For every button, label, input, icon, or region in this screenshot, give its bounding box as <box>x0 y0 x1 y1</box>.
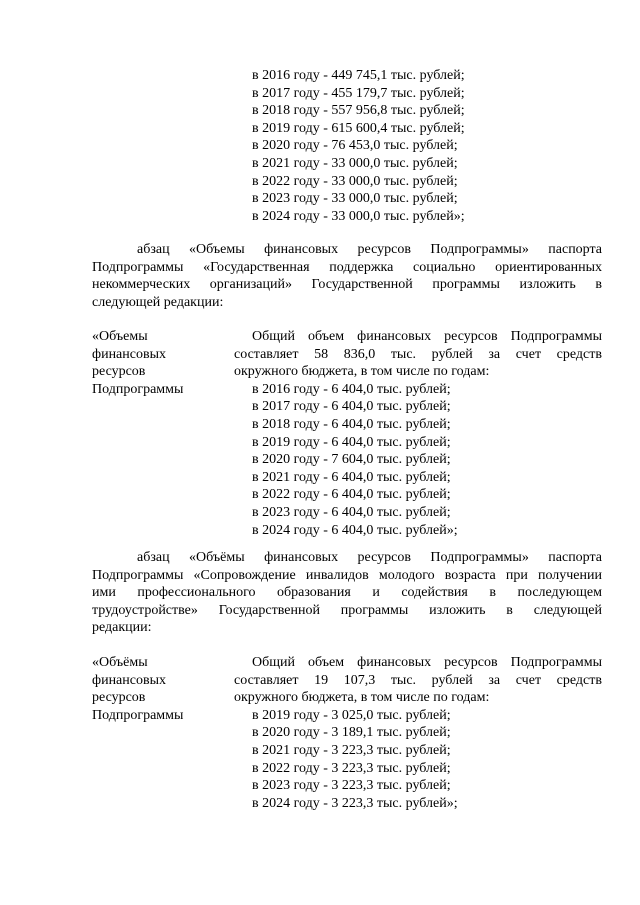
list-item: в 2023 году - 6 404,0 тыс. рублей; <box>252 504 451 520</box>
label-line: «Объёмы <box>92 655 148 670</box>
block-content <box>234 328 602 539</box>
list-item: в 2020 году - 7 604,0 тыс. рублей; <box>252 452 451 468</box>
label-line: финансовых <box>92 672 166 688</box>
intro-line: составляет 58 836,0 тыс. рублей за счет средств <box>234 346 602 362</box>
funding-list-main <box>252 67 465 225</box>
list-item: в 2024 году - 6 404,0 тыс. рублей»; <box>252 522 458 538</box>
intro-line: составляет 19 107,3 тыс. рублей за счет средств <box>234 672 602 688</box>
list-item: в 2016 году - 449 745,1 тыс. рублей; <box>252 68 465 83</box>
paragraph-line: ими профессионального образования и содействия в последующем <box>92 585 602 601</box>
list-item: в 2018 году - 557 956,8 тыс. рублей; <box>252 103 465 119</box>
label-line: ресурсов <box>92 364 146 380</box>
list-item: в 2022 году - 3 223,3 тыс. рублей; <box>252 760 451 776</box>
block-content <box>234 654 602 812</box>
list-item: в 2022 году - 33 000,0 тыс. рублей; <box>252 173 458 189</box>
paragraph-line: абзац «Объёмы финансовых ресурсов Подпрограммы» паспорта <box>137 550 602 565</box>
list-item: в 2021 году - 6 404,0 тыс. рублей; <box>252 469 451 485</box>
list-item: в 2017 году - 6 404,0 тыс. рублей; <box>252 399 451 415</box>
block-label <box>92 654 222 724</box>
block-label <box>92 328 222 398</box>
label-line: «Объемы <box>92 329 148 344</box>
label-line: Подпрограммы <box>92 707 184 723</box>
list-item: в 2021 году - 33 000,0 тыс. рублей; <box>252 155 458 171</box>
label-line: финансовых <box>92 346 166 362</box>
amendment-paragraph-1 <box>92 241 602 311</box>
paragraph-line: редакции: <box>92 620 152 636</box>
list-item: в 2020 году - 3 189,1 тыс. рублей; <box>252 725 451 741</box>
list-item: в 2024 году - 3 223,3 тыс. рублей»; <box>252 795 458 811</box>
amendment-paragraph-2 <box>92 549 602 637</box>
list-item: в 2021 году - 3 223,3 тыс. рублей; <box>252 742 451 758</box>
paragraph-line: трудоустройстве» Государственной программы изложить в следующей <box>92 602 602 618</box>
paragraph-line: некоммерческих организаций» Государственной программы изложить в <box>92 277 602 293</box>
list-item: в 2019 году - 6 404,0 тыс. рублей; <box>252 434 451 450</box>
paragraph-line: следующей редакции: <box>92 294 224 310</box>
list-item: в 2019 году - 615 600,4 тыс. рублей; <box>252 120 465 136</box>
intro-line: Общий объем финансовых ресурсов Подпрограммы <box>252 329 602 344</box>
list-item: в 2018 году - 6 404,0 тыс. рублей; <box>252 416 451 432</box>
intro-line: окружного бюджета, в том числе по годам: <box>234 364 490 380</box>
list-item: в 2024 году - 33 000,0 тыс. рублей»; <box>252 208 465 224</box>
list-item: в 2022 году - 6 404,0 тыс. рублей; <box>252 487 451 503</box>
list-item: в 2020 году - 76 453,0 тыс. рублей; <box>252 138 458 154</box>
paragraph-line: Подпрограммы «Сопровождение инвалидов молодого возраста при получении <box>92 567 602 583</box>
paragraph-line: абзац «Объемы финансовых ресурсов Подпрограммы» паспорта <box>137 242 602 257</box>
paragraph-line: Подпрограммы «Государственная поддержка социально ориентированных <box>92 259 602 275</box>
label-line: Подпрограммы <box>92 381 184 397</box>
list-item: в 2017 году - 455 179,7 тыс. рублей; <box>252 85 465 101</box>
label-line: ресурсов <box>92 690 146 706</box>
list-item: в 2023 году - 33 000,0 тыс. рублей; <box>252 191 458 207</box>
intro-line: Общий объем финансовых ресурсов Подпрограммы <box>252 655 602 670</box>
intro-line: окружного бюджета, в том числе по годам: <box>234 690 490 706</box>
list-item: в 2019 году - 3 025,0 тыс. рублей; <box>252 707 451 723</box>
list-item: в 2023 году - 3 223,3 тыс. рублей; <box>252 778 451 794</box>
list-item: в 2016 году - 6 404,0 тыс. рублей; <box>252 381 451 397</box>
